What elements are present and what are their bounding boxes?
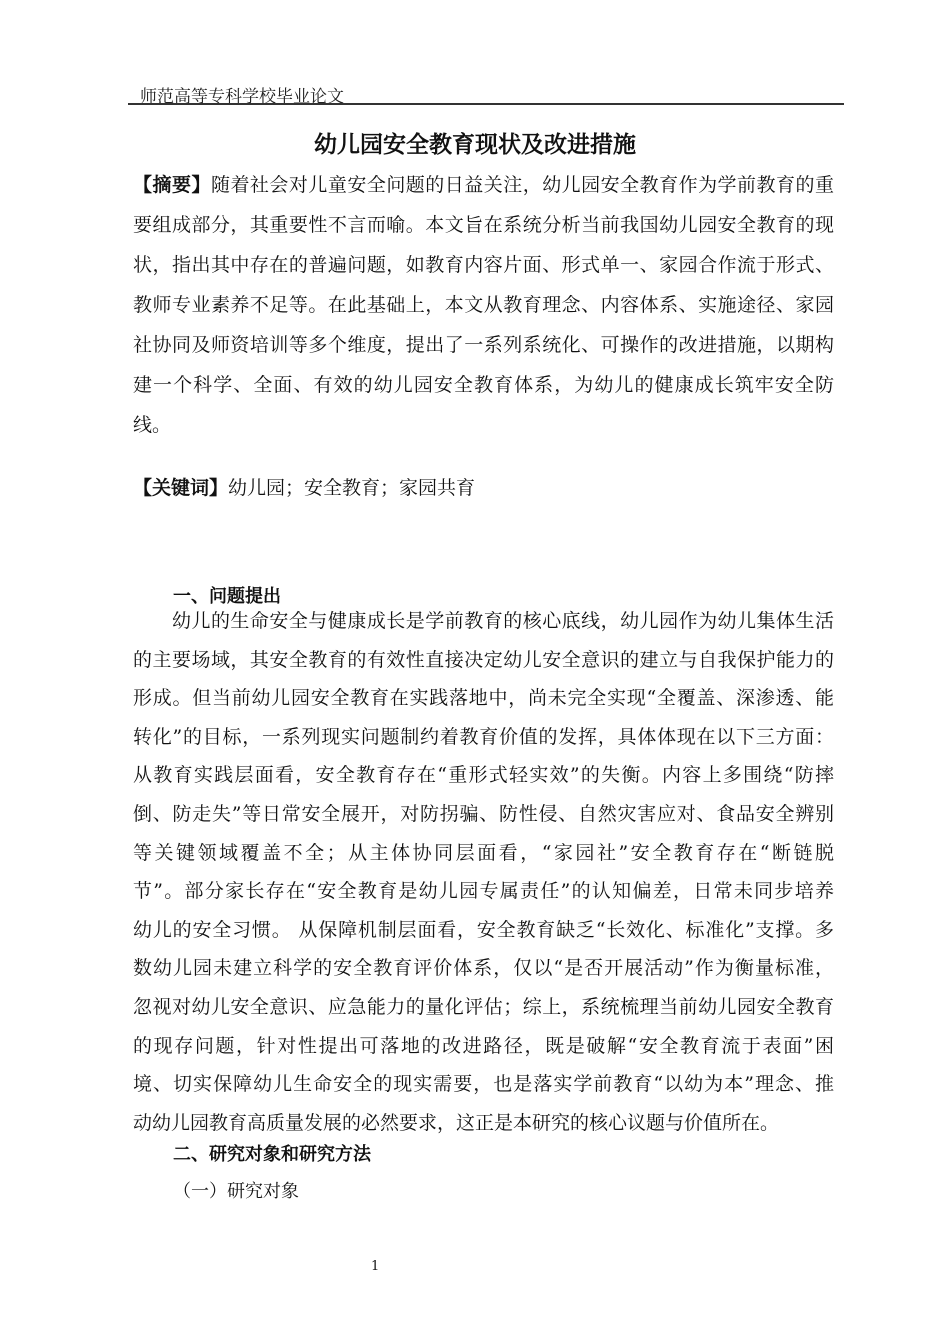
abstract bbox=[133, 165, 834, 445]
keywords-label: 【关键词】 bbox=[133, 477, 229, 499]
section-heading: 一、问题提出 bbox=[173, 586, 281, 607]
abstract-line bbox=[133, 165, 834, 205]
abstract-line: 教师专业素养不足等。在此基础上，本文从教育理念、内容体系、实施途径、家园 bbox=[133, 294, 834, 316]
section1-body bbox=[133, 602, 834, 1142]
header-rule bbox=[128, 103, 844, 105]
body-line: 忽视对幼儿安全意识、应急能力的量化评估；综上，系统梳理当前幼儿园安全教育 bbox=[133, 995, 834, 1018]
body-line: 的主要场域，其安全教育的有效性直接决定幼儿安全意识的建立与自我保护能力的 bbox=[133, 648, 834, 671]
running-header: 师范高等专科学校毕业论文 bbox=[140, 87, 344, 107]
body-line: 幼儿的安全习惯。 从保障机制层面看，安全教育缺乏“长效化、标准化”支撑。多 bbox=[133, 918, 834, 941]
body-line: 的现存问题，针对性提出可落地的改进路径，既是破解“安全教育流于表面”困 bbox=[133, 1034, 834, 1057]
keywords bbox=[133, 468, 834, 508]
abstract-line: 要组成部分，其重要性不言而喻。本文旨在系统分析当前我国幼儿园安全教育的现 bbox=[133, 214, 834, 236]
abstract-line: 线。 bbox=[133, 414, 172, 436]
body-line: 形成。但当前幼儿园安全教育在实践落地中，尚未完全实现“全覆盖、深渗透、能 bbox=[133, 687, 834, 710]
body-line: 倒、防走失”等日常安全展开，对防拐骗、防性侵、自然灾害应对、食品安全辨别 bbox=[133, 802, 834, 825]
body-line: 数幼儿园未建立科学的安全教育评价体系，仅以“是否开展活动”作为衡量标准， bbox=[133, 957, 834, 980]
body-line: 节”。部分家长存在“安全教育是幼儿园专属责任”的认知偏差，日常未同步培养 bbox=[133, 880, 834, 903]
paper-title: 幼儿园安全教育现状及改进措施 bbox=[314, 132, 636, 158]
page-number: 1 bbox=[371, 1259, 380, 1274]
body-line: 动幼儿园教育高质量发展的必然要求，这正是本研究的核心议题与价值所在。 bbox=[133, 1111, 780, 1134]
abstract-label: 【摘要】 bbox=[133, 174, 211, 196]
keywords-text: 幼儿园；安全教育；家园共育 bbox=[228, 477, 476, 499]
body-line: 从教育实践层面看，安全教育存在“重形式轻实效”的失衡。内容上多围绕“防摔 bbox=[133, 764, 834, 787]
abstract-line: 建一个科学、全面、有效的幼儿园安全教育体系，为幼儿的健康成长筑牢安全防 bbox=[133, 374, 834, 396]
abstract-line: 社协同及师资培训等多个维度，提出了一系列系统化、可操作的改进措施，以期构 bbox=[133, 334, 834, 356]
body-line: 幼儿的生命安全与健康成长是学前教育的核心底线，幼儿园作为幼儿集体生活 bbox=[133, 610, 834, 632]
body-line: 转化”的目标，一系列现实问题制约着教育价值的发挥，具体体现在以下三方面： bbox=[133, 725, 834, 748]
body-line: 境、切实保障幼儿生命安全的现实需要，也是落实学前教育“以幼为本”理念、推 bbox=[133, 1073, 834, 1096]
subsection-heading: （一）研究对象 bbox=[173, 1181, 299, 1202]
abstract-line: 状，指出其中存在的普遍问题，如教育内容片面、形式单一、家园合作流于形式、 bbox=[133, 254, 834, 276]
abstract-text: 随着社会对儿童安全问题的日益关注，幼儿园安全教育作为学前教育的重 bbox=[210, 174, 834, 196]
body-line: 等关键领域覆盖不全；从主体协同层面看，“家园社”安全教育存在“断链脱 bbox=[133, 841, 834, 864]
section-heading: 二、研究对象和研究方法 bbox=[173, 1144, 371, 1165]
